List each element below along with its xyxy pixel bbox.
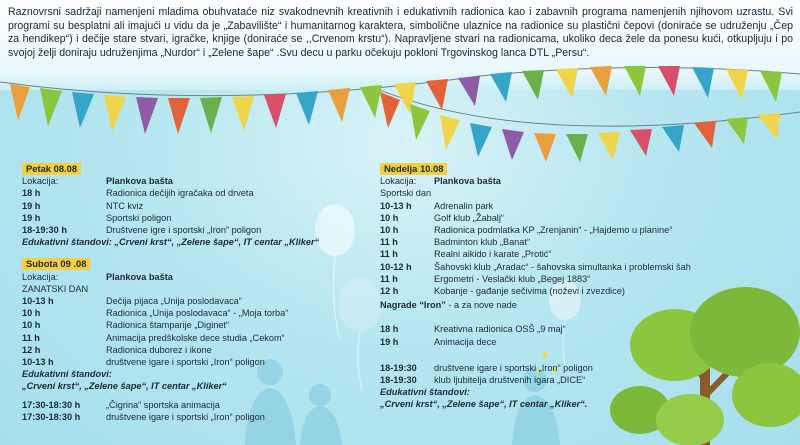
schedule-right-column <box>380 163 790 411</box>
schedule-row <box>22 200 352 212</box>
row-time: 19 h <box>380 336 399 347</box>
row-desc: Radionica duborez i ikone <box>106 344 212 355</box>
row-desc: Radionica „Unija poslodavaca“ - „Moja torba“ <box>106 308 289 319</box>
row-desc: Društvene igre i sportski „Iron” poligon <box>106 225 262 236</box>
row-time: 18-19:30 <box>380 375 417 386</box>
row-desc: Kreativna radionica OSŠ „9 maj“ <box>434 324 566 335</box>
row-time: 10-13 h <box>22 357 54 368</box>
schedule-row <box>22 399 352 411</box>
row-desc: Radionica podmlatka KP „Zrenjanin“ - „Hajdemo u planine“ <box>434 225 673 236</box>
schedule-row <box>380 362 790 374</box>
row-desc: Radionica štamparije „Diginet“ <box>106 320 230 331</box>
edu-stands: Edukativni štandovi: „Crveni krst“, „Zelene šape“, IT centar „Kliker“ <box>22 237 320 248</box>
location-row <box>22 271 352 283</box>
row-time: 10 h <box>380 225 399 236</box>
row-time: 10 h <box>22 308 41 319</box>
edu-stands: „Crveni krst“, „Zelene šape“, IT centar „Kliker“ <box>22 381 227 392</box>
row-time: 12 h <box>380 286 399 297</box>
row-desc: Golf klub „Žabalj“ <box>434 212 504 223</box>
row-desc: Animacija predškolske dece studia „Cekom“ <box>106 332 285 343</box>
day-header-petak: Petak 08.08 <box>22 163 81 175</box>
row-desc: društvene igare i sportski „Iron“ poligon <box>434 362 593 373</box>
bunting-flags <box>10 66 782 162</box>
row-time: 11 h <box>22 332 40 343</box>
row-time: 19 h <box>22 200 41 211</box>
row-time: 10-12 h <box>380 261 412 272</box>
schedule-row <box>22 212 352 224</box>
row-time: 11 h <box>380 273 398 284</box>
row-desc: Kobanje - gađanje sečivima (noževi i zvezdice) <box>434 286 625 297</box>
awards-text: - a za nove nade <box>445 300 517 311</box>
day-subtitle: Sportski dan <box>380 188 432 199</box>
schedule-row <box>22 411 352 423</box>
row-time: 10 h <box>380 212 399 223</box>
row-desc: Sportski poligon <box>106 212 172 223</box>
row-desc: NTC kviz <box>106 200 144 211</box>
edu-stands-label: Edukativni štandovi: <box>22 369 112 380</box>
day-subtitle: ZANATSKI DAN <box>22 283 89 294</box>
schedule-left-column <box>22 163 352 423</box>
row-desc: Realni aikido i karate „Protić“ <box>434 249 552 260</box>
schedule-row <box>380 374 790 386</box>
schedule-row <box>22 332 352 344</box>
row-desc: klub ljubitelja društvenih igara „DICE“ <box>434 375 586 386</box>
location-label: Lokacija: <box>22 271 59 282</box>
schedule-row <box>22 224 352 236</box>
schedule-row <box>380 212 790 224</box>
schedule-row <box>380 248 790 260</box>
schedule-row <box>22 356 352 368</box>
day-header-nedelja: Nedelja 10.08 <box>380 163 447 175</box>
day-header-subota: Subota 09 .08 <box>22 258 90 270</box>
row-time: 11 h <box>380 249 398 260</box>
row-desc: Badminton klub „Banat“ <box>434 237 531 248</box>
row-desc: Adrenalin park <box>434 200 494 211</box>
row-desc: društvene igare i sportski „Iron“ poligon <box>106 357 265 368</box>
location-row <box>380 175 790 187</box>
row-time: 18 h <box>22 188 41 199</box>
schedule-row <box>22 307 352 319</box>
row-time: 19 h <box>22 212 41 223</box>
schedule-row <box>380 273 790 285</box>
schedule-row <box>380 200 790 212</box>
row-time: 18-19:30 h <box>22 225 67 236</box>
location-row <box>22 175 352 187</box>
location-label: Lokacija: <box>22 176 59 187</box>
schedule-row <box>380 285 790 297</box>
schedule-row <box>380 336 790 348</box>
row-desc: Ergometri - Veslački klub „Begej 1883“ <box>434 273 591 284</box>
schedule-row <box>22 187 352 199</box>
row-time: 11 h <box>380 237 398 248</box>
schedule-row <box>380 323 790 335</box>
schedule-row <box>380 224 790 236</box>
edu-stands-label: Edukativni štandovi: <box>380 387 470 398</box>
row-time: 12 h <box>22 344 41 355</box>
schedule-row <box>22 319 352 331</box>
row-time: 18-19:30 <box>380 362 417 373</box>
row-time: 17:30-18:30 h <box>22 411 81 422</box>
row-desc: Animacija dece <box>434 336 497 347</box>
location-value: Plankova bašta <box>106 176 173 187</box>
row-desc: Šahovski klub „Aradac“ - šahovska simultanka i problemski šah <box>434 261 691 272</box>
intro-paragraph: Raznovrsni sadržaji namenjeni mladima obuhvataće niz svakodnevnih kreativnih i edukativnih radionica kao i zabavnih programa namenjenih njihovom uzrastu. Svi programi su besplatni ali imajući u vidu da je „Zabavilište“ i humanitarnog karaktera, simbolične ulaznice na radionice su plastični čepovi (doniraće se udruženju „Čep za hendikep“) i dečije stare stvari, igračke, knjige (doniraće se ,,Crvenom krstu“). Napravljene stvari na radionicama, ukoliko deca žele da ponesu kući, otkupljuju i po svojoj želji doniraju udruženjima „Nurdor“ i „Zelene šape“ .Svu decu u parku očekuju pokloni Trgovinskog lanca DTL „Persu“. <box>8 6 793 59</box>
edu-stands: „Crveni krst“, „Zelene šape“, IT centar „Kliker“. <box>380 399 588 410</box>
row-time: 17:30-18:30 h <box>22 399 81 410</box>
row-desc: Dečija pijaca „Unija poslodavaca“ <box>106 296 242 307</box>
schedule-row <box>380 261 790 273</box>
awards-label: Nagrade “Iron” <box>380 300 446 311</box>
row-time: 18 h <box>380 324 399 335</box>
row-time: 10 h <box>22 320 41 331</box>
schedule-row <box>380 236 790 248</box>
row-desc: društvene igare i sportski „Iron“ poligon <box>106 411 265 422</box>
row-time: 10-13 h <box>380 200 412 211</box>
schedule-row <box>22 344 352 356</box>
awards-line <box>380 299 790 311</box>
row-desc: Radionica dečijih igračaka od drveta <box>106 188 254 199</box>
location-value: Plankova bašta <box>106 271 173 282</box>
location-label: Lokacija: <box>380 176 417 187</box>
row-time: 10-13 h <box>22 296 54 307</box>
schedule-row <box>22 295 352 307</box>
location-value: Plankova bašta <box>434 176 501 187</box>
row-desc: „Čigrina“ sportska animacija <box>106 399 220 410</box>
